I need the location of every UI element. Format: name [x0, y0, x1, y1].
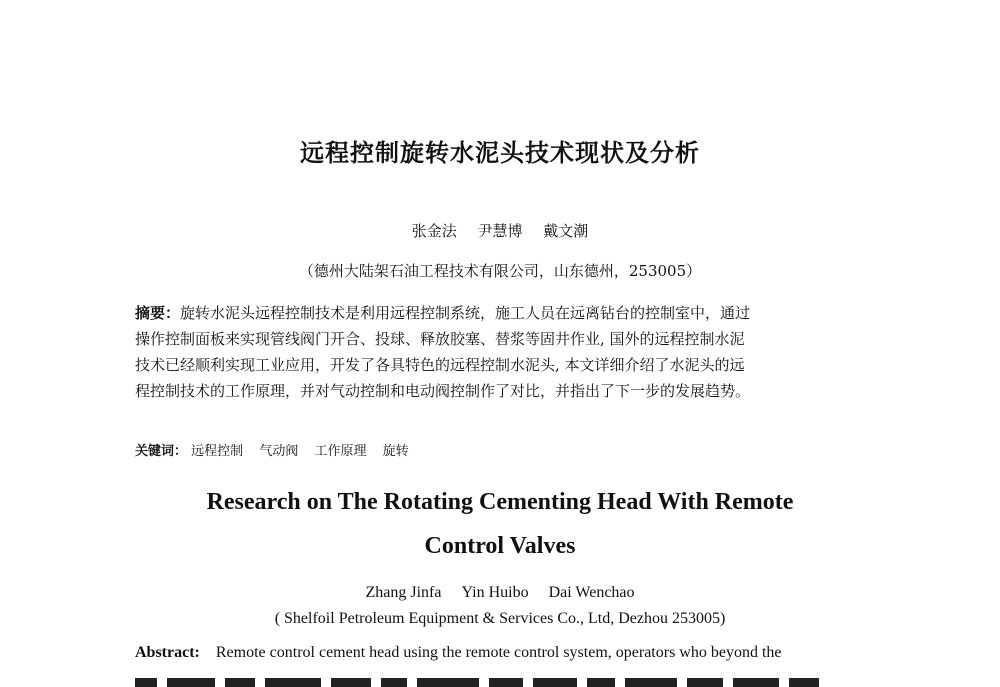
keyword-2: 气动阀	[259, 444, 299, 459]
english-abstract	[135, 644, 875, 662]
author-2: 尹慧博	[477, 222, 523, 240]
english-title-line-1: Research on The Rotating Cementing Head With Remote	[206, 489, 794, 515]
abstract-line-4: 程控制技术的工作原理，并对气动控制和电动阀控制作了对比，并指出了下一步的发展趋势。	[135, 382, 751, 400]
author-3: 戴文潮	[543, 222, 589, 240]
english-authors	[0, 584, 1000, 602]
chinese-abstract	[135, 300, 867, 404]
chinese-authors	[0, 220, 1000, 241]
english-abstract-text: Remote control cement head using the remote control system, operators who beyond the	[215, 644, 782, 661]
cropped-next-line	[135, 678, 865, 687]
english-abstract-label: Abstract:	[135, 644, 200, 661]
chinese-title: 远程控制旋转水泥头技术现状及分析	[300, 138, 700, 167]
keyword-4: 旋转	[382, 444, 409, 459]
chinese-keywords	[135, 440, 421, 459]
keyword-3: 工作原理	[314, 444, 367, 459]
abstract-line-3: 技术已经顺利实现工业应用，开发了各具特色的远程控制水泥头, 本文详细介绍了水泥头的远	[135, 356, 745, 374]
abstract-line-1: 摘要：旋转水泥头远程控制技术是利用远程控制系统，施工人员在远离钻台的控制室中，通过	[135, 304, 751, 322]
english-title	[0, 480, 1000, 568]
english-author-2: Yin Huibo	[461, 584, 529, 601]
chinese-affiliation: （德州大陆架石油工程技术有限公司，山东德州，253005）	[298, 262, 702, 280]
english-title-line-2: Control Valves	[424, 533, 576, 559]
keywords-label: 关键词：	[135, 444, 188, 459]
abstract-label: 摘要：	[135, 304, 181, 322]
author-1: 张金法	[411, 222, 457, 240]
english-author-3: Dai Wenchao	[548, 584, 635, 601]
english-author-1: Zhang Jinfa	[365, 584, 442, 601]
english-affiliation: ( Shelfoil Petroleum Equipment & Services Co., Ltd, Dezhou 253005)	[274, 610, 726, 627]
keyword-1: 远程控制	[191, 444, 244, 459]
abstract-line-2: 操作控制面板来实现管线阀门开合、投球、释放胶塞、替浆等固井作业, 国外的远程控制水泥	[135, 330, 745, 348]
